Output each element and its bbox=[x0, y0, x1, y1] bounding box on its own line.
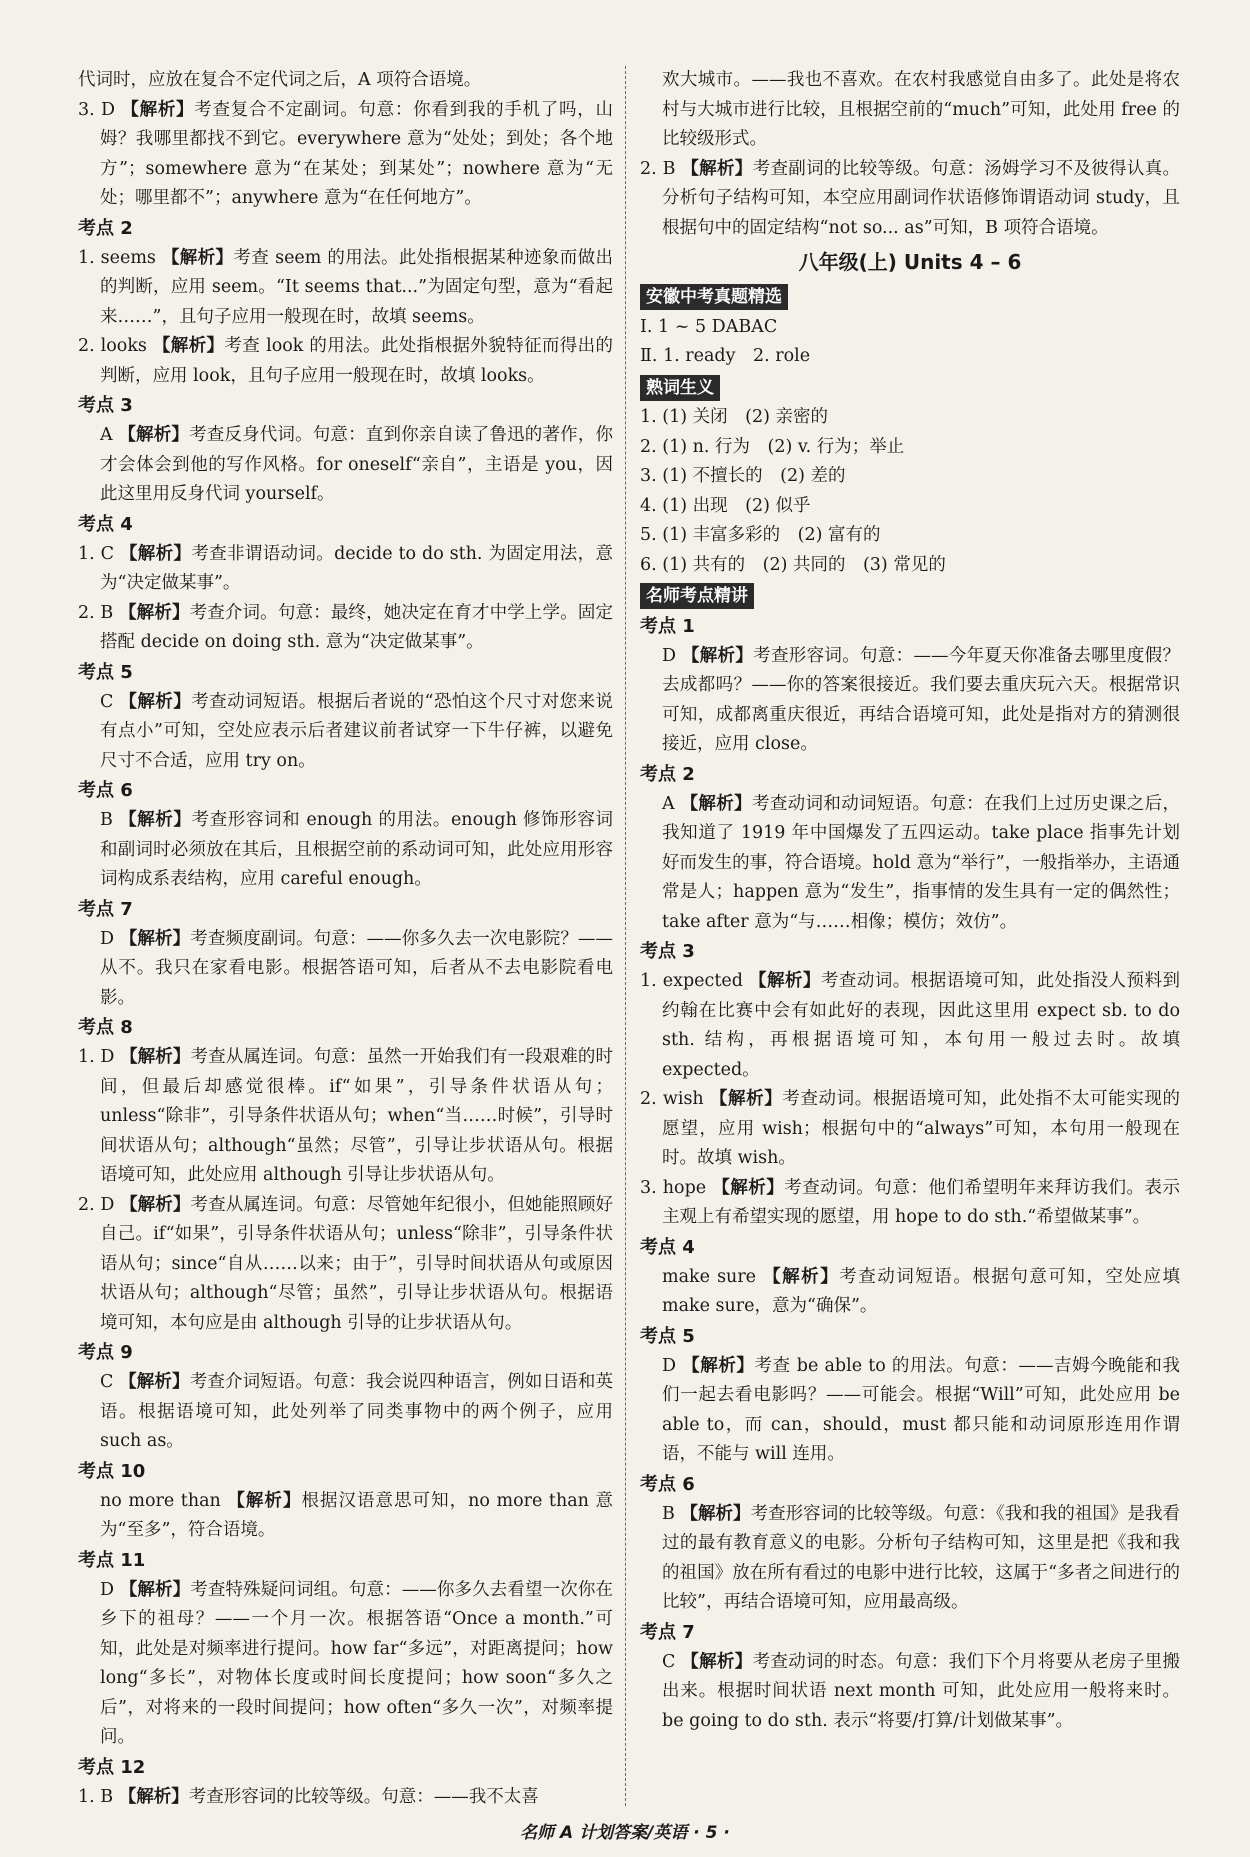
answer-key: 3. D bbox=[78, 99, 116, 120]
column-divider bbox=[625, 66, 626, 1806]
answer-item bbox=[78, 599, 613, 658]
answer-key: 1. C bbox=[78, 543, 114, 564]
left-column bbox=[78, 66, 613, 1812]
answer-key: 3. hope bbox=[640, 1177, 707, 1198]
section-label-row bbox=[640, 580, 1180, 612]
analysis-text: 考查动词和动词短语。句意：在我们上过历史课之后，我知道了 1919 年中国爆发了五四运动。take place 指事先计划好而发生的事，符合语境。hold 意为“举行”，一般指举办，主语通常是人；happen 意为“发生”，指事情的发生具有一定的偶然性；take after 意为“与……相像；模仿；效仿”。 bbox=[662, 793, 1181, 932]
answer-item bbox=[640, 66, 1180, 155]
answer-item bbox=[78, 1487, 613, 1546]
analysis-tag: 【解析】 bbox=[119, 1579, 191, 1600]
analysis-tag: 【解析】 bbox=[119, 810, 192, 830]
answer-key: D bbox=[662, 1355, 677, 1376]
analysis-text: 考查从属连词。句意：尽管她年纪很小，但她能照顾好自己。if“如果”，引导条件状语从句；unless“除非”，引导条件状语从句；since“自从……以来；由于”，引导时间状语从句或原因状语从句；although“尽管；虽然”，引导让步状语从句。根据语境可知，本句应是由 although 引导的让步状语从句。 bbox=[100, 1194, 613, 1333]
answer-item bbox=[78, 244, 613, 333]
answer-item bbox=[640, 1500, 1180, 1618]
right-column bbox=[640, 66, 1180, 1736]
answer-key: A bbox=[662, 793, 675, 814]
section-label-row bbox=[640, 372, 1180, 404]
analysis-text: 考查反身代词。句意：直到你亲自读了鲁迅的著作，你才会体会到他的写作风格。for oneself“亲自”，主语是 you，因此这里用反身代词 yourself。 bbox=[100, 425, 613, 504]
answer-item bbox=[640, 642, 1180, 760]
analysis-text: 考查 seem 的用法。此处指根据某种迹象而做出的判断，应用 seem。“It seems that...”为固定句型，意为“看起来……”，且句子应用一般现在时，故填 seems。 bbox=[100, 247, 613, 327]
analysis-tag: 【解析】 bbox=[680, 793, 752, 814]
analysis-tag: 【解析】 bbox=[119, 1372, 190, 1392]
analysis-tag: 【解析】 bbox=[120, 1047, 191, 1067]
analysis-tag: 【解析】 bbox=[681, 645, 754, 666]
analysis-text: 欢大城市。——我也不喜欢。在农村我感觉自由多了。此处是将农村与大城市进行比较，且根据空前的“much”可知，此处用 free 的比较级形式。 bbox=[662, 70, 1180, 149]
answer-item bbox=[640, 155, 1180, 244]
answer-key: A bbox=[100, 425, 113, 445]
answer-item bbox=[78, 925, 613, 1014]
answer-key: 2. B bbox=[78, 602, 114, 623]
section-heading: 考点 5 bbox=[640, 1325, 695, 1347]
section-label: 熟词生义 bbox=[640, 375, 720, 401]
analysis-tag: 【解析】 bbox=[119, 602, 190, 623]
section-heading: 考点 12 bbox=[78, 1756, 146, 1778]
answer-item bbox=[78, 1368, 613, 1457]
answer-key: D bbox=[100, 928, 115, 949]
section-heading: 考点 3 bbox=[78, 395, 133, 416]
answer-item bbox=[640, 1352, 1180, 1470]
analysis-text: 考查形容词的比较等级。句意：《我和我的祖国》是我看过的最有教育意义的电影。分析句子结构可知，这里是把《我和我的祖国》放在所有看过的电影中进行比较，这属于“多者之间进行的比较”，再结合语境可知，应用最高级。 bbox=[662, 1503, 1181, 1612]
answer-item bbox=[78, 1043, 613, 1191]
section-heading: 考点 7 bbox=[78, 898, 133, 920]
analysis-text: 考查介词短语。句意：我会说四种语言，例如日语和英语。根据语境可知，此处列举了同类事物中的两个例子，应用 such as。 bbox=[100, 1372, 613, 1451]
section-heading: 考点 4 bbox=[640, 1236, 695, 1258]
page-footer: 名师 A 计划答案/英语 · 5 · bbox=[520, 1823, 730, 1843]
answer-item bbox=[640, 1263, 1180, 1322]
answer-line: Ⅰ. 1 ~ 5 DABAC bbox=[640, 316, 778, 337]
answer-line: 3. (1) 不擅长的 (2) 差的 bbox=[640, 466, 846, 486]
answer-item bbox=[78, 688, 613, 777]
answer-key: no more than bbox=[100, 1490, 221, 1511]
answer-item bbox=[78, 806, 613, 895]
analysis-text: 根据汉语意思可知，no more than 意为“至多”，符合语境。 bbox=[100, 1490, 613, 1540]
analysis-tag: 【解析】 bbox=[152, 336, 225, 356]
analysis-text: 考查形容词。句意：——今年夏天你准备去哪里度假？去成都吗？——你的答案很接近。我们要去重庆玩六天。根据常识可知，成都离重庆很近，再结合语境可知，此处是指对方的猜测很接近，应用 close。 bbox=[662, 645, 1180, 754]
answer-key: D bbox=[662, 645, 677, 666]
section-heading: 考点 1 bbox=[640, 615, 695, 637]
answer-item bbox=[78, 96, 613, 214]
answer-key: 2. wish bbox=[640, 1089, 704, 1109]
analysis-text: 考查形容词的比较等级。句意：——我不太喜 bbox=[188, 1786, 539, 1807]
section-label: 安徽中考真题精选 bbox=[640, 284, 788, 310]
answer-key: 1. seems bbox=[78, 247, 156, 268]
analysis-tag: 【解析】 bbox=[120, 1194, 191, 1215]
analysis-tag: 【解析】 bbox=[763, 1266, 840, 1287]
analysis-text: 考查频度副词。句意：——你多久去一次电影院？——从不。我只在家看电影。根据答语可知，后者从不去电影院看电影。 bbox=[100, 928, 614, 1008]
analysis-text: 考查动词短语。根据句意可知，空处应填 make sure，意为“确保”。 bbox=[662, 1266, 1181, 1316]
answer-line: 6. (1) 共有的 (2) 共同的 (3) 常见的 bbox=[640, 554, 946, 575]
answer-key: C bbox=[100, 1372, 114, 1392]
section-heading: 考点 2 bbox=[78, 217, 133, 239]
unit-title: 八年级(上) Units 4 – 6 bbox=[798, 250, 1022, 274]
analysis-tag: 【解析】 bbox=[119, 543, 192, 564]
answer-key: make sure bbox=[662, 1266, 757, 1287]
analysis-tag: 【解析】 bbox=[119, 928, 191, 949]
analysis-tag: 【解析】 bbox=[118, 1786, 189, 1807]
answer-key: 1. B bbox=[78, 1786, 114, 1807]
section-heading: 考点 8 bbox=[78, 1017, 133, 1038]
answer-item bbox=[78, 332, 613, 391]
analysis-text: 考查动词。根据语境可知，此处指没人预料到约翰在比赛中会有如此好的表现，因此这里用 expect sb. to do sth. 结构，再根据语境可知，本句用一般过去时。故填 expected。 bbox=[662, 971, 1180, 1080]
answer-key: D bbox=[100, 1579, 115, 1600]
answer-key: B bbox=[662, 1503, 675, 1524]
answer-key: 1. expected bbox=[640, 971, 743, 991]
answer-item bbox=[640, 790, 1180, 938]
analysis-tag: 【解析】 bbox=[681, 158, 753, 179]
analysis-text: 考查动词。根据语境可知，此处指不太可能实现的愿望，应用 wish；根据句中的“always”可知，本句用一般现在时。故填 wish。 bbox=[662, 1089, 1180, 1168]
analysis-text: 考查 be able to 的用法。句意：——吉姆今晚能和我们一起去看电影吗？——可能会。根据“Will”可知，此处应用 be able to，而 can，should，must 都只能和动词原形连用作谓语，不能与 will 连用。 bbox=[662, 1355, 1180, 1464]
answer-line: 代词时，应放在复合不定代词之后，A 项符合语境。 bbox=[78, 70, 482, 90]
analysis-text: 考查非谓语动词。decide to do sth. 为固定用法，意为“决定做某事”。 bbox=[100, 543, 613, 593]
section-heading: 考点 2 bbox=[640, 763, 695, 785]
section-heading: 考点 7 bbox=[640, 1621, 695, 1643]
analysis-tag: 【解析】 bbox=[680, 1503, 751, 1524]
answer-key: 2. looks bbox=[78, 336, 147, 356]
analysis-tag: 【解析】 bbox=[118, 425, 190, 445]
analysis-text: 考查动词短语。根据后者说的“恐怕这个尺寸对您来说有点小”可知，空处应表示后者建议前者试穿一下牛仔裤，以避免尺寸不合适，应用 try on。 bbox=[100, 691, 613, 771]
answer-item bbox=[78, 1576, 613, 1753]
analysis-tag: 【解析】 bbox=[121, 99, 195, 120]
analysis-tag: 【解析】 bbox=[227, 1490, 302, 1511]
answer-item bbox=[640, 1085, 1180, 1174]
answer-key: 2. B bbox=[640, 158, 676, 179]
analysis-text: 考查特殊疑问词组。句意：——你多久去看望一次你在乡下的祖母？——一个月一次。根据答语“Once a month.”可知，此处是对频率进行提问。how far“多远”，对距离提问；how long“多长”，对物体长度或时间长度提问；how soon“多久之后”，对将来的一段时间提问；how often“多久一次”，对频率提问。 bbox=[100, 1579, 614, 1747]
analysis-text: 考查复合不定副词。句意：你看到我的手机了吗，山姆？我哪里都找不到它。everywhere 意为“处处；到处；各个地方”；somewhere 意为“在某处；到某处”；nowhere 意为“无处；哪里都不”；anywhere 意为“在任何地方”。 bbox=[100, 99, 614, 208]
analysis-tag: 【解析】 bbox=[682, 1355, 755, 1376]
analysis-tag: 【解析】 bbox=[712, 1177, 785, 1198]
section-heading: 考点 10 bbox=[78, 1460, 146, 1482]
section-heading: 考点 4 bbox=[78, 513, 133, 535]
answer-item bbox=[640, 967, 1180, 1085]
answer-item bbox=[78, 1783, 613, 1813]
analysis-tag: 【解析】 bbox=[161, 247, 234, 268]
analysis-text: 考查副词的比较等级。句意：汤姆学习不及彼得认真。分析句子结构可知，本空应用副词作状语修饰谓语动词 study，且根据句中的固定结构“not so... as”可知，B 项符合语境。 bbox=[662, 158, 1181, 238]
answer-item bbox=[78, 421, 613, 510]
answer-line: 4. (1) 出现 (2) 似乎 bbox=[640, 495, 811, 516]
section-heading: 考点 9 bbox=[78, 1342, 133, 1363]
analysis-text: 考查动词的时态。句意：我们下个月将要从老房子里搬出来。根据时间状语 next month 可知，此处应用一般将来时。be going to do sth. 表示“将要/打算/计划做某事”。 bbox=[662, 1651, 1180, 1731]
analysis-text: 考查从属连词。句意：虽然一开始我们有一段艰难的时间，但最后却感觉很棒。if“如果”，引导条件状语从句；unless“除非”，引导条件状语从句；when“当……时候”，引导时间状语从句；although“虽然；尽管”，引导让步状语从句。根据语境可知，此处应用 although 引导让步状语从句。 bbox=[100, 1047, 613, 1185]
section-heading: 考点 5 bbox=[78, 661, 133, 683]
answer-line: Ⅱ. 1. ready 2. role bbox=[640, 346, 811, 366]
analysis-text: 考查形容词和 enough 的用法。enough 修饰形容词和副词时必须放在其后，且根据空前的系动词可知，此处应用形容词构成系表结构，应用 careful enough。 bbox=[100, 810, 613, 889]
analysis-text: 考查 look 的用法。此处指根据外貌特征而得出的判断，应用 look，且句子应用一般现在时，故填 looks。 bbox=[100, 336, 613, 386]
section-heading: 考点 6 bbox=[78, 780, 133, 801]
answer-item bbox=[78, 1191, 613, 1339]
answer-line: 5. (1) 丰富多彩的 (2) 富有的 bbox=[640, 525, 881, 545]
section-label-row bbox=[640, 281, 1180, 313]
section-label: 名师考点精讲 bbox=[640, 583, 754, 609]
answer-line: 1. (1) 关闭 (2) 亲密的 bbox=[640, 407, 828, 427]
analysis-tag: 【解析】 bbox=[681, 1651, 753, 1672]
section-heading: 考点 11 bbox=[78, 1549, 146, 1571]
answer-key: 1. D bbox=[78, 1047, 115, 1067]
answer-key: C bbox=[662, 1651, 676, 1672]
section-heading: 考点 6 bbox=[640, 1473, 695, 1495]
section-heading: 考点 3 bbox=[640, 941, 695, 962]
analysis-tag: 【解析】 bbox=[709, 1089, 783, 1109]
answer-item bbox=[640, 1648, 1180, 1737]
answer-key: B bbox=[100, 810, 113, 830]
answer-item bbox=[640, 1174, 1180, 1233]
answer-key: C bbox=[100, 691, 114, 712]
analysis-text: 考查介词。句意：最终，她决定在育才中学上学。固定搭配 decide on doing sth. 意为“决定做某事”。 bbox=[100, 602, 613, 652]
answer-line: 2. (1) n. 行为 (2) v. 行为；举止 bbox=[640, 436, 905, 457]
analysis-tag: 【解析】 bbox=[119, 691, 192, 712]
analysis-tag: 【解析】 bbox=[748, 971, 821, 991]
analysis-text: 考查动词。句意：他们希望明年来拜访我们。表示主观上有希望实现的愿望，用 hope to do sth.“希望做某事”。 bbox=[662, 1177, 1180, 1227]
answer-item bbox=[78, 540, 613, 599]
answer-key: 2. D bbox=[78, 1194, 115, 1215]
